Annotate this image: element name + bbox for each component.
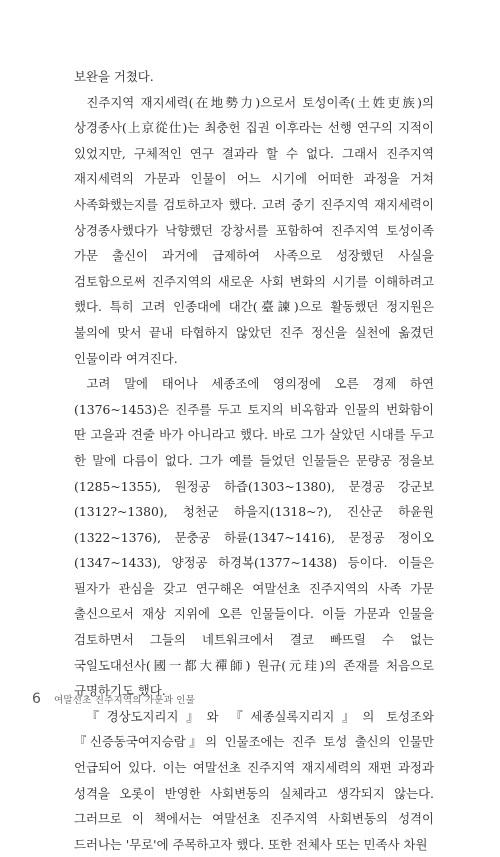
page-body bbox=[74, 64, 434, 857]
page-number: 6 bbox=[32, 691, 41, 707]
page-footer bbox=[32, 688, 195, 707]
paragraph-continuation: 보완을 거쳤다. bbox=[74, 69, 154, 84]
running-title: 여말선초 진주지역의 가문과 인물 bbox=[54, 695, 195, 706]
paragraph-hayeon: 고려 말에 태어나 세종조에 영의정에 오른 경제 하연(1376~1453)은 진주를 두고 토지의 비옥함과 인물의 번화함이 딴 고을과 견줄 바가 아니라고 했다. 바로 그가 살았던 시대를 두고 한 말에 다름이 없다. 그가 예를 들었던 인물들은 문량공 정을보(1285~1355), 원정공 하즙(1303~1380), 문경공 강군보(1312?~1380), 청천군 하을지(1318~?), 진산군 하윤원(1322~1376), 문충공 하륜(1347~1416), 문정공 정이오(1347~1433), 양정공 하경복(1377~1438) 등이다. 이들은 필자가 관심을 갖고 연구해온 여말선초 진주지역의 사족 가문 출신으로서 재상 지위에 오른 인물들이다. 이들 가문과 인물을 검토하면서 그들의 네트워크에서 결코 빠뜨릴 수 없는 국일도대선사(國一都大禪師) 원규(元珪)의 존재를 처음으로 규명하기도 했다. bbox=[74, 376, 434, 699]
paragraph-geography-books: 『경상도지리지』와 『세종실록지리지』의 토성조와 『신증동국여지승람』의 인물조에는 진주 토성 출신의 인물만 언급되어 있다. 이는 여말선초 진주지역 재지세력의 재편 과정과 성격을 오롯이 반영한 사회변동의 실체라고 생각되지 않는다. 그러므로 이 책에서는 여말선초 진주지역 사회변동의 성격이 드러나는 '무로'에 주목하고자 했다. 또한 전체사 또는 민족사 차원 bbox=[74, 708, 434, 852]
paragraph-jinju-local-power: 진주지역 재지세력(在地勢力)으로서 토성이족(土姓吏族)의 상경종사(上京從仕)는 최충헌 집권 이후라는 선행 연구의 지적이 있었지만, 구체적인 연구 결과라 할 수 없다. 그래서 진주지역 재지세력의 가문과 인물이 어느 시기에 어떠한 과정을 거쳐 사족화했는지를 검토하고자 했다. 고려 중기 진주지역 재지세력이 상경종사했다가 낙향했던 강창서를 포함하여 진주지역 토성이족 가문 출신이 과거에 급제하여 사족으로 성장했던 사실을 검토함으로써 진주지역의 새로운 사회 변화의 시기를 이해하려고 했다. 특히 고려 인종대에 대간(臺諫)으로 활동했던 정지원은 불의에 맞서 끝내 타협하지 않았던 진주 정신을 실천에 옮겼던 인물이라 여겨진다. bbox=[74, 94, 434, 366]
